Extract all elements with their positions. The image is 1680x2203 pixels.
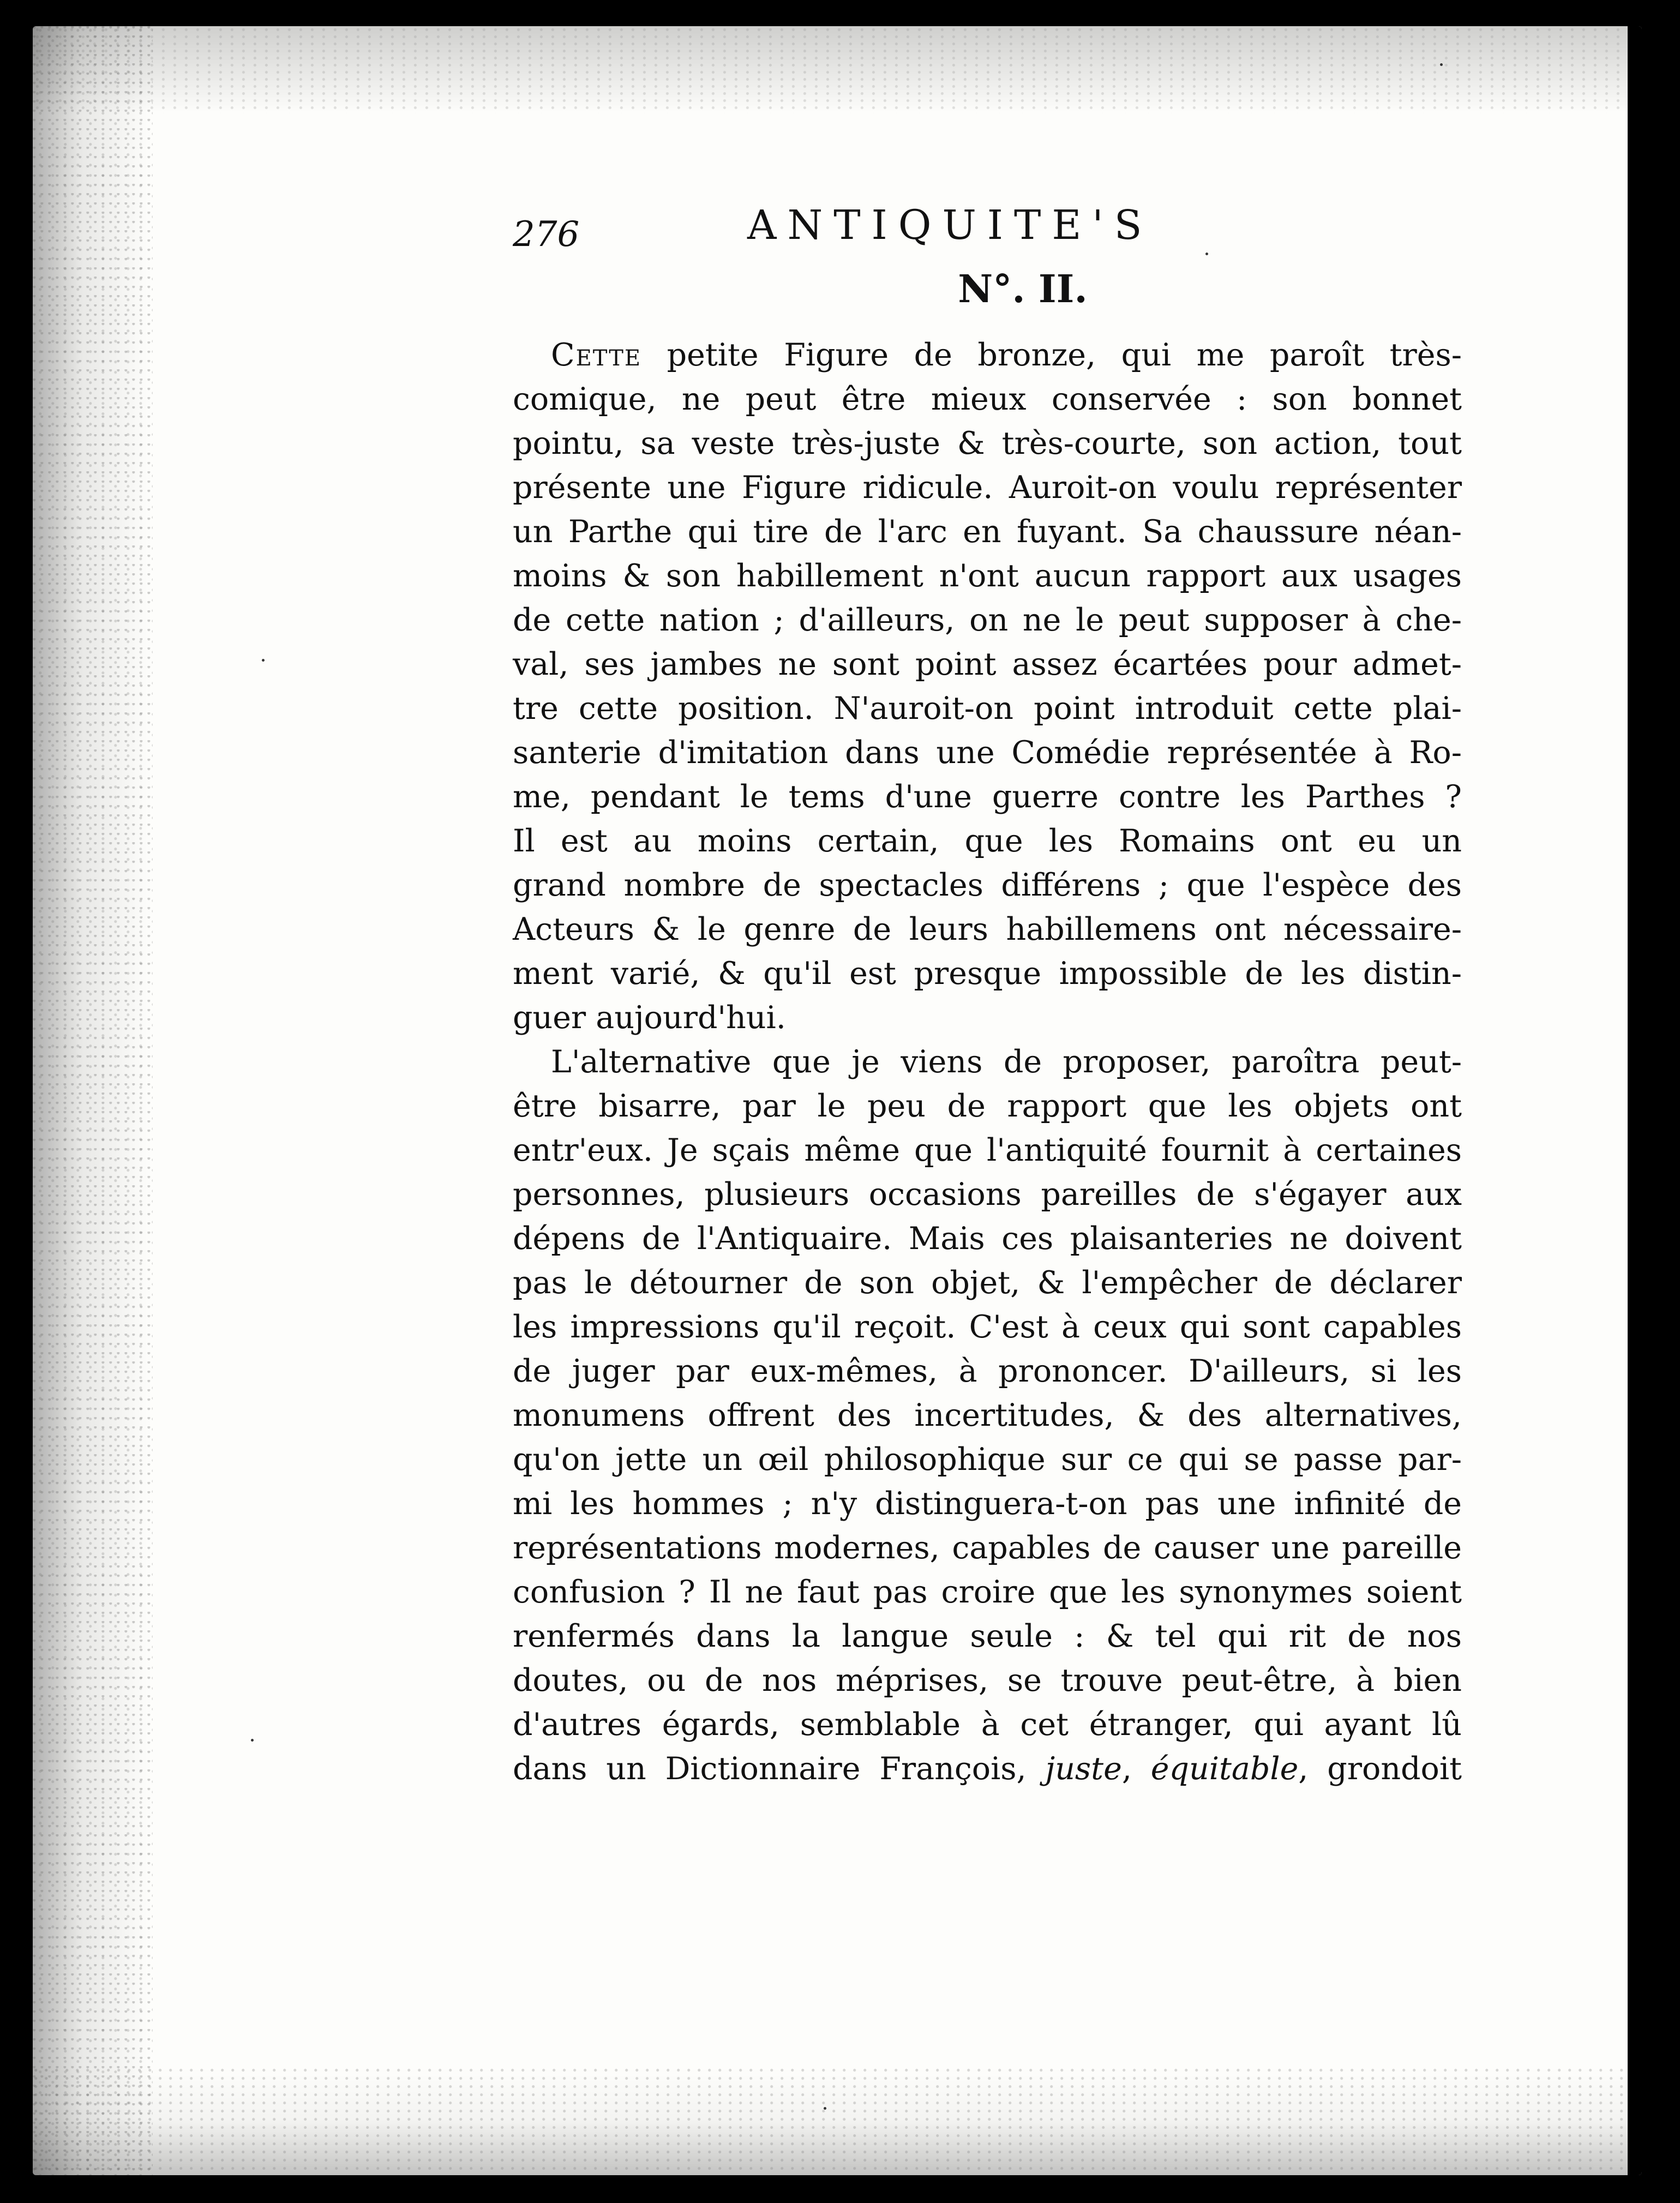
book-page	[33, 26, 1642, 2175]
section-heading: N°. II.	[958, 266, 1088, 311]
paragraph-line: entr'eux. Je sçais même que l'antiquité fournit à certaines	[513, 1132, 1462, 1168]
paragraph-line: ment varié, & qu'il est presque impossible de les distin-	[513, 956, 1462, 992]
scan-right-border	[1628, 26, 1642, 2175]
paragraph-line: doutes, ou de nos méprises, se trouve peut-être, à bien	[513, 1662, 1462, 1698]
paragraph-line: Il est au moins certain, que les Romains ont eu un	[513, 823, 1462, 859]
page-number: 276	[513, 214, 580, 255]
paragraph-line: représentations modernes, capables de causer une pareille	[513, 1530, 1462, 1566]
paragraph-line: guer aujourd'hui.	[513, 1000, 786, 1036]
paragraph-line: Acteurs & le genre de leurs habillemens ont nécessaire-	[513, 911, 1462, 947]
running-title: ANTIQUITE'S	[747, 202, 1153, 249]
lead-word-smallcaps: Cette	[551, 337, 642, 373]
paragraph-line: tre cette position. N'auroit-on point introduit cette plai-	[513, 691, 1462, 727]
scan-speck	[262, 659, 265, 662]
paragraph-line: qu'on jette un œil philosophique sur ce qui se passe par-	[513, 1442, 1462, 1478]
paragraph-line: un Parthe qui tire de l'arc en fuyant. Sa chaussure néan-	[513, 514, 1462, 550]
italic-word: équitable	[1150, 1751, 1299, 1787]
paragraph-line: personnes, plusieurs occasions pareilles de s'égayer aux	[513, 1176, 1462, 1212]
paragraph-line: pas le détourner de son objet, & l'empêcher de déclarer	[513, 1265, 1462, 1301]
line-text: , grondoit	[1298, 1751, 1462, 1787]
paragraph-line: L'alternative que je viens de proposer, paroîtra peut-	[551, 1044, 1462, 1080]
paragraph-line: dépens de l'Antiquaire. Mais ces plaisanteries ne doivent	[513, 1221, 1462, 1257]
paragraph-1	[513, 333, 1462, 1040]
line-text: ,	[1121, 1751, 1151, 1787]
paragraph-line	[513, 1747, 1462, 1791]
paragraph-line: grand nombre de spectacles différens ; que l'espèce des	[513, 867, 1462, 903]
scan-speck	[251, 1739, 254, 1742]
page-text-block	[513, 190, 1462, 1791]
scan-noise-top-edge	[33, 26, 1642, 113]
paragraph-line: monumens offrent des incertitudes, & des alternatives,	[513, 1397, 1462, 1433]
paragraph-line: pointu, sa veste très-juste & très-courte, son action, tout	[513, 425, 1462, 461]
paragraph-line: présente une Figure ridicule. Auroit-on voulu représenter	[513, 470, 1462, 506]
scan-noise-bottom-edge	[33, 2066, 1642, 2175]
paragraph-line: val, ses jambes ne sont point assez écartées pour admet-	[513, 646, 1462, 682]
paragraph-line: moins & son habillement n'ont aucun rapport aux usages	[513, 558, 1462, 594]
paragraph-2	[513, 1040, 1462, 1791]
paragraph-line: santerie d'imitation dans une Comédie représentée à Ro-	[513, 735, 1462, 771]
paragraph-line: renfermés dans la langue seule : & tel qui rit de nos	[513, 1618, 1462, 1654]
scan-speck	[824, 2107, 826, 2110]
paragraph-line: confusion ? Il ne faut pas croire que les synonymes soient	[513, 1574, 1462, 1610]
paragraph-line: les impressions qu'il reçoit. C'est à ceux qui sont capables	[513, 1309, 1462, 1345]
paragraph-line: être bisarre, par le peu de rapport que les objets ont	[513, 1088, 1462, 1124]
paragraph-line: d'autres égards, semblable à cet étranger, qui ayant lû	[513, 1707, 1462, 1743]
scan-speck	[1440, 63, 1443, 66]
paragraph-line: Cette petite Figure de bronze, qui me paroît très-	[551, 337, 1462, 373]
paragraph-line: de juger par eux-mêmes, à prononcer. D'ailleurs, si les	[513, 1353, 1462, 1389]
paragraph-line: me, pendant le tems d'une guerre contre les Parthes ?	[513, 779, 1462, 815]
running-head	[513, 190, 1462, 261]
paragraph-line: mi les hommes ; n'y distinguera-t-on pas une infinité de	[513, 1486, 1462, 1522]
line-text: dans un Dictionnaire François,	[513, 1751, 1046, 1787]
scan-noise-left-edge	[33, 26, 153, 2175]
paragraph-line: de cette nation ; d'ailleurs, on ne le peut supposer à che-	[513, 602, 1462, 638]
italic-word: juste	[1045, 1751, 1122, 1787]
paragraph-line: comique, ne peut être mieux conservée : son bonnet	[513, 381, 1462, 417]
